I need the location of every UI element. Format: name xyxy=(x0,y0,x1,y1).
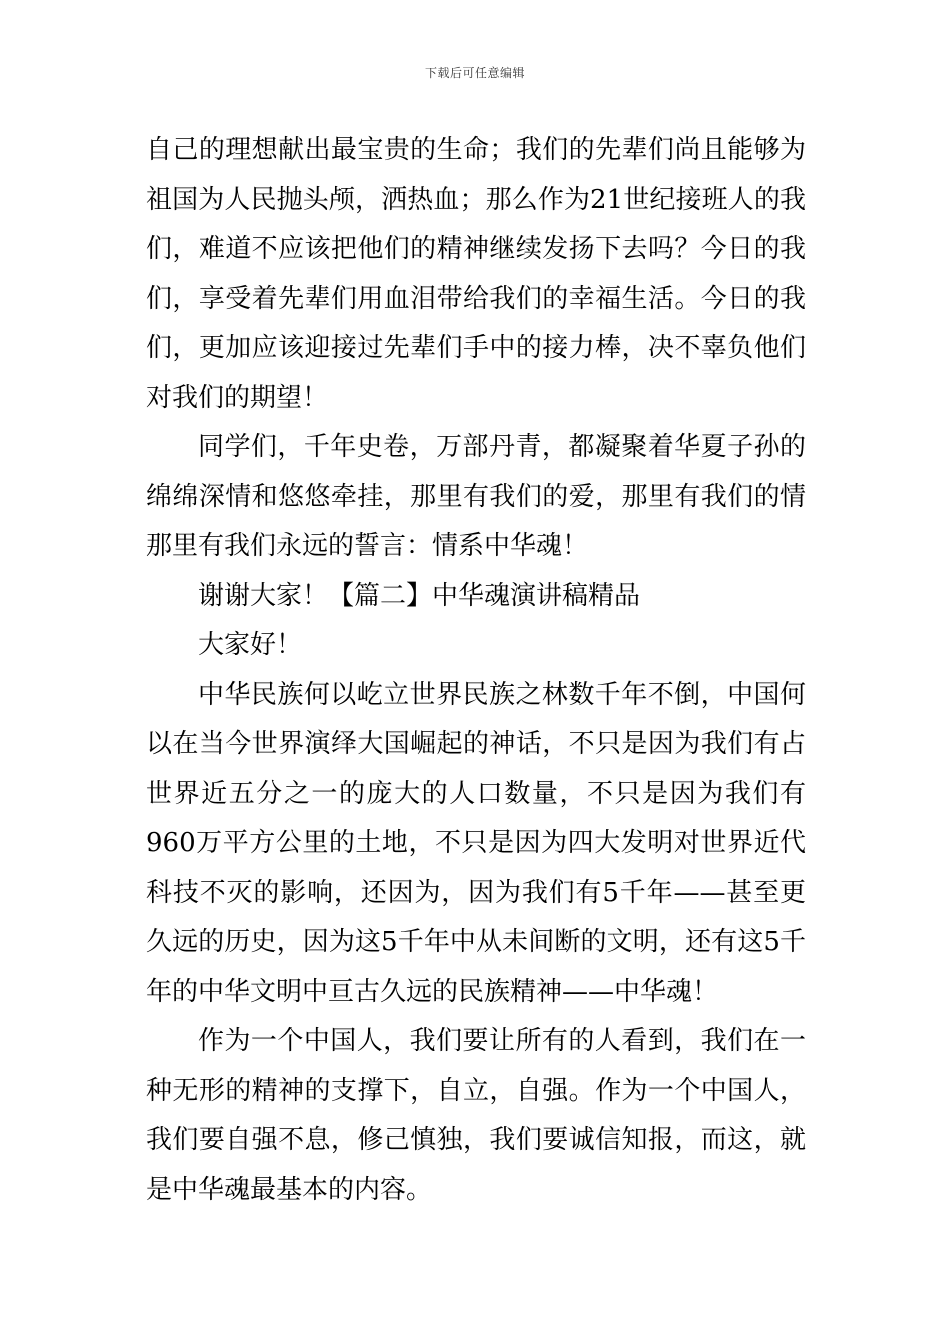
page-header-note: 下载后可任意编辑 xyxy=(424,66,525,80)
paragraph-2: 同学们，千年史卷，万部丹青，都凝聚着华夏子孙的绵绵深情和悠悠牵挂，那里有我们的爱，那里有我们的情那里有我们永远的誓言：情系中华魂！ xyxy=(146,432,806,561)
paragraph-1: 自己的理想献出最宝贵的生命；我们的先辈们尚且能够为祖国为人民抛头颅，洒热血；那么作为21世纪接班人的我们，难道不应该把他们的精神继续发扬下去吗？今日的我们，享受着先辈们用血泪带给我们的幸福生活。今日的我们，更加应该迎接过先辈们手中的接力棒，决不辜负他们对我们的期望！ xyxy=(146,135,806,413)
document-body xyxy=(146,126,806,1215)
paragraph-3: 谢谢大家！【篇二】中华魂演讲稿精品 xyxy=(198,580,641,611)
paragraph-4: 大家好！ xyxy=(198,630,303,660)
paragraph-6: 作为一个中国人，我们要让所有的人看到，我们在一种无形的精神的支撑下，自立，自强。作为一个中国人，我们要自强不息，修己慎独，我们要诚信知报，而这，就是中华魂最基本的内容。 xyxy=(146,1026,806,1205)
paragraph-5: 中华民族何以屹立世界民族之林数千年不倒，中国何以在当今世界演绎大国崛起的神话，不只是因为我们有占世界近五分之一的庞大的人口数量，不只是因为我们有960万平方公里的土地，不只是因为四大发明对世界近代科技不灭的影响，还因为，因为我们有5千年——甚至更久远的历史，因为这5千年中从未间断的文明，还有这5千年的中华文明中亘古久远的民族精神——中华魂！ xyxy=(146,679,806,1007)
